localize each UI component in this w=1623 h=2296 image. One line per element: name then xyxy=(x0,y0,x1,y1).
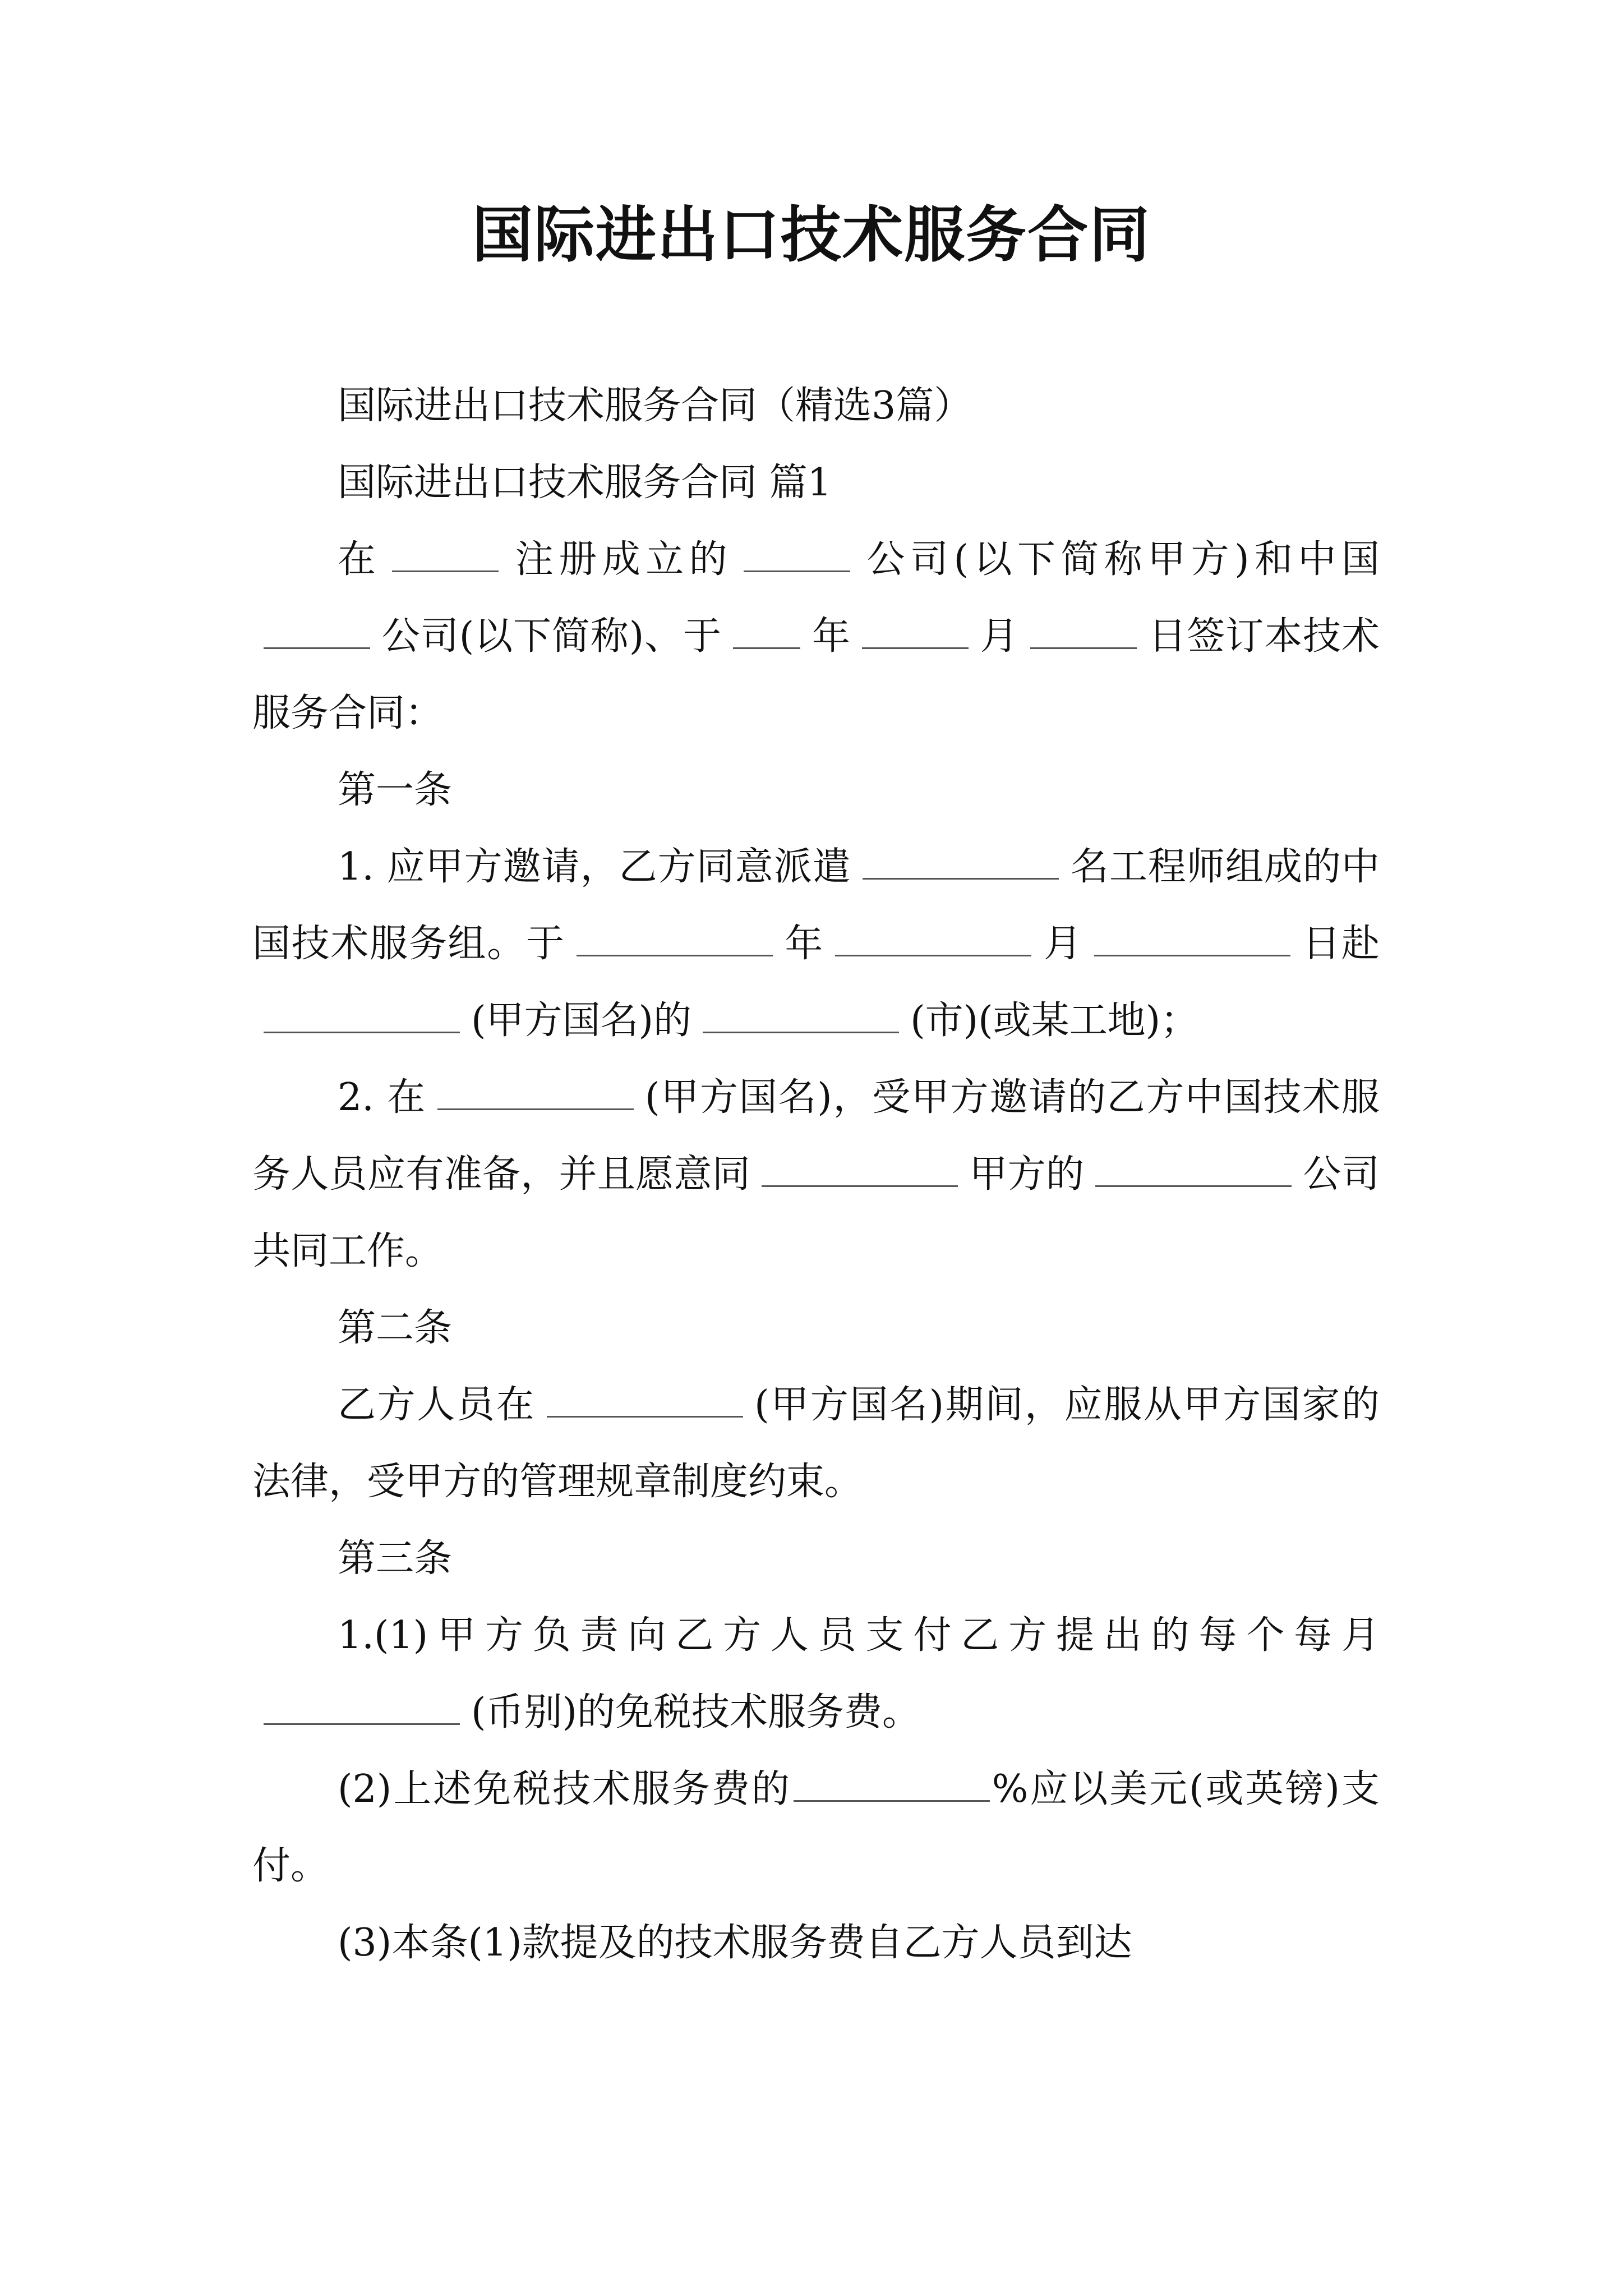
clause-text: (甲方国名)的 xyxy=(471,999,692,1043)
clause-text: %应以美元(或英镑)支付。 xyxy=(252,1767,1380,1888)
clause-text: (甲方国名)，受甲方邀请的乙方中国技术服务人员应有准备，并且愿意同 xyxy=(252,1075,1380,1197)
blank-field xyxy=(1095,1151,1292,1187)
clause-text: 1. 应甲方邀请，乙方同意派遣 xyxy=(338,845,851,889)
clause-text: 年 xyxy=(783,922,824,966)
article3-clause3 xyxy=(252,1904,1380,1981)
clause-text: (2)上述免税技术服务费的 xyxy=(338,1767,791,1811)
blank-field xyxy=(1094,920,1290,956)
article1-clause1 xyxy=(252,829,1380,1059)
blank-field xyxy=(264,613,370,649)
clause-text: (3)本条(1)款提及的技术服务费自乙方人员到达 xyxy=(338,1921,1132,1965)
intro-text-4: 公司(以下简称)、于 xyxy=(381,614,722,659)
intro-text-3: 公司(以下简称甲方)和中国 xyxy=(861,537,1380,582)
blank-field xyxy=(794,1765,990,1802)
clause-text: (市)(或某工地)； xyxy=(910,999,1199,1043)
clause-text: (甲方国名)期间，应服从甲方国家的法律，受甲方的管理规章制度约束。 xyxy=(252,1383,1380,1504)
clause-text: 公司共同工作。 xyxy=(252,1152,1380,1273)
blank-field xyxy=(264,997,460,1033)
clause-text: 甲方的 xyxy=(969,1152,1085,1197)
article-heading: 第一条 xyxy=(338,768,453,812)
subtitle: 国际进出口技术服务合同（精选3篇） xyxy=(338,384,972,428)
blank-field xyxy=(437,1074,634,1110)
document-body xyxy=(252,367,1380,1981)
article3-clause2 xyxy=(252,1751,1380,1904)
intro-text-2: 注册成立的 xyxy=(510,537,733,582)
clause-text: (币别)的免税技术服务费。 xyxy=(471,1690,921,1734)
clause-text: 2. 在 xyxy=(338,1075,426,1120)
blank-field xyxy=(744,536,850,572)
clause-text: 乙方人员在 xyxy=(338,1383,536,1427)
article-heading: 第二条 xyxy=(338,1306,453,1350)
blank-field xyxy=(863,843,1059,880)
intro-paragraph xyxy=(252,521,1380,752)
blank-field xyxy=(703,997,899,1033)
clause-text: 1.(1)甲方负责向乙方人员支付乙方提出的每个每月 xyxy=(338,1613,1380,1658)
clause-text: 名工程师组成的中国技术服务组。于 xyxy=(252,845,1380,966)
intro-text-6: 月 xyxy=(979,614,1019,659)
blank-field xyxy=(264,1688,460,1725)
blank-field xyxy=(547,1381,743,1418)
article-heading: 第三条 xyxy=(338,1536,453,1581)
blank-field xyxy=(577,920,773,956)
blank-field xyxy=(862,613,969,649)
article1-clause2 xyxy=(252,1059,1380,1290)
article3-clause1 xyxy=(252,1597,1380,1751)
blank-field xyxy=(392,536,499,572)
intro-text-5: 年 xyxy=(811,614,851,659)
clause-text: 日赴 xyxy=(1301,922,1380,966)
blank-field xyxy=(762,1151,958,1187)
blank-field xyxy=(733,613,800,649)
intro-text-7: 日签订本技术服务合同： xyxy=(252,614,1380,735)
document-title: 国际进出口技术服务合同 xyxy=(472,200,1151,270)
blank-field xyxy=(1030,613,1137,649)
article2-text xyxy=(252,1366,1380,1520)
blank-field xyxy=(835,920,1031,956)
intro-text-1: 在 xyxy=(338,537,381,582)
part-heading: 国际进出口技术服务合同 篇1 xyxy=(338,461,832,505)
clause-text: 月 xyxy=(1043,922,1083,966)
